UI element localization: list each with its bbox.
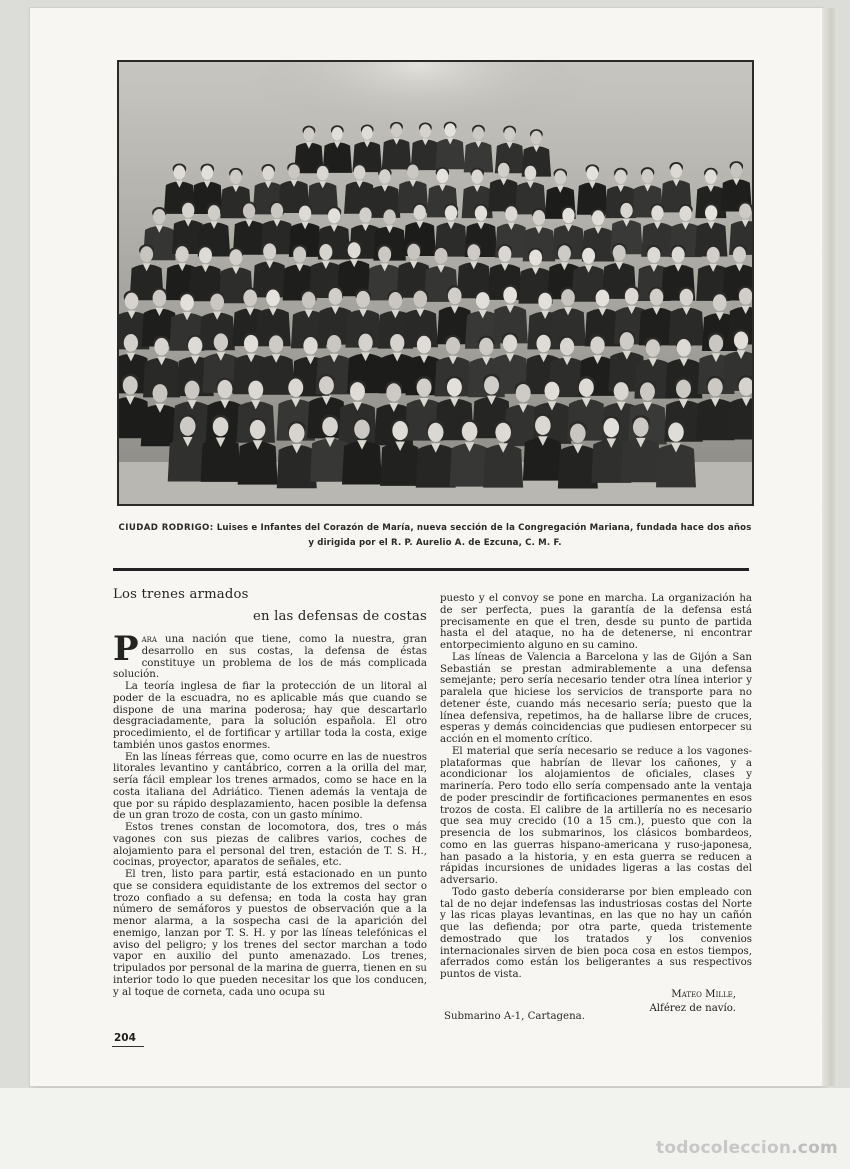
photograph-image [119, 62, 752, 504]
paragraph-1 [113, 629, 427, 681]
figure-face [123, 376, 138, 394]
author-signature [640, 988, 736, 1016]
figure-face [670, 164, 682, 178]
figure-face [391, 124, 402, 138]
figure-face [322, 417, 338, 436]
figure-face [495, 423, 511, 442]
figure-face [303, 337, 317, 355]
figure-face [176, 246, 189, 262]
figure-face [303, 127, 314, 141]
figure-face [538, 293, 552, 310]
figure-face [446, 337, 460, 355]
figure-face [525, 166, 537, 180]
figure-face [672, 247, 685, 263]
figure-face [558, 245, 571, 261]
figure-face [613, 245, 626, 261]
figure-face [362, 126, 373, 140]
group-photograph [117, 60, 754, 506]
figure-face [244, 335, 258, 353]
figure-face [739, 288, 752, 305]
paragraph-1-text: una nación que tiene, como la nuestra, gran desarrollo en sus costas, la defensa de éstas constituye un problema de los de más complicada solución. [113, 634, 427, 681]
figure-face [445, 123, 456, 137]
figure-face [329, 288, 343, 305]
figure-face [319, 244, 332, 260]
figure-face [378, 246, 391, 262]
paragraph-5: El tren, listo para partir, está estacionado en un punto que se considera equidistante de los extremos del sector o trozo confiado a su defensa; en toda la costa hay gran número de semáforos y puestos de observación que a la menor alarma, a la sospecha casi de la aparición del enemigo, lanzan por T. S. H. y por las líneas telefónicas el aviso del peligro; y los trenes del sector marchan a todo vapor en auxilio del punto amenazado. Los trenes, tripulados por personal de la marina de guerra, tienen en su interior todo lo que pueden necesitar los que los conducen, y al toque de corneta, cada uno ocupa su [113, 869, 427, 998]
author-name: Mateo Mille, [671, 989, 736, 1000]
figure-face [651, 205, 663, 220]
figure-face [447, 378, 462, 396]
figure-face [153, 384, 168, 402]
figure-face [350, 382, 365, 400]
figure-face [503, 287, 517, 304]
figure-face [243, 289, 257, 306]
figure-face [327, 335, 341, 353]
figure-face [414, 205, 426, 220]
caption-line-2: y dirigida por el R. P. Aurelio A. de Ezcuna, C. M. F. [308, 538, 562, 548]
paragraph-3: En las líneas férreas que, como ocurre en las de nuestros litorales levantino y cantábrico, corren a la orilla del mar, sería fácil emplear los trenes armados, como se hace en la costa italiana del Adriático. Tienen además la ventaja de que por su rápido desplazamiento, hacen posible la defensa de un gran trozo de costa, con un gasto mínimo. [113, 751, 427, 822]
figure-face [180, 294, 194, 311]
figure-face [356, 291, 370, 308]
figure-face [199, 247, 212, 263]
figure-face [302, 292, 316, 309]
figure-face [348, 242, 361, 258]
article-left-column [113, 586, 427, 998]
figure-face [359, 207, 371, 222]
figure-face [679, 206, 691, 221]
figure-face [504, 127, 515, 141]
figure-face [248, 381, 263, 399]
figure-face [185, 381, 200, 399]
figure-face [498, 246, 511, 262]
figure-face [562, 208, 574, 223]
figure-face [646, 339, 660, 357]
adjacent-page-edge [822, 8, 838, 1086]
figure-face [437, 169, 449, 183]
figure-face [680, 289, 694, 306]
figure-face [535, 416, 551, 435]
figure-face [554, 170, 566, 184]
paragraph-7: Las líneas de Valencia a Barcelona y las de Gijón a San Sebastián se prestan admirablemente a una defensa semejante; pero sería necesario tender otra línea interior y paralela que hiciese los servicios de transporte para no detener éste, cuando más necesario sería; puesto que la línea defensiva, repetimos, ha de hallarse libre de cruces, esperas y demás coincidencias que pudiesen entorpecer su acción en el momento crítico. [440, 651, 752, 745]
figure-face [445, 205, 457, 220]
figure-face [473, 126, 484, 140]
figure-face [668, 423, 684, 442]
article-right-column [440, 593, 752, 981]
figure-face [484, 376, 499, 394]
figure-face [435, 248, 448, 264]
figure-face [208, 205, 220, 220]
figure-face [201, 165, 213, 179]
figure-face [614, 382, 629, 400]
figure-face [625, 288, 639, 305]
figure-face [640, 382, 655, 400]
figure-face [709, 335, 723, 353]
figure-face [561, 289, 575, 306]
figure-face [229, 249, 242, 265]
figure-face [531, 131, 542, 145]
figure-face [299, 206, 311, 221]
figure-face [713, 294, 727, 311]
figure-face [214, 333, 228, 351]
figure-face [328, 208, 340, 223]
figure-face [217, 380, 232, 398]
article-title: Los trenes armados [113, 587, 249, 602]
figure-face [288, 379, 303, 397]
figure-face [332, 127, 343, 141]
figure-face [271, 203, 283, 218]
figure-body [727, 398, 752, 439]
figure-face [420, 124, 431, 138]
figure-face [354, 165, 366, 179]
figure-face [479, 338, 493, 356]
caption-line-1: Luises e Infantes del Corazón de María, nueva sección de la Congregación Mariana, fundada hace dos años [216, 523, 752, 533]
figure-face [182, 203, 194, 218]
figure-face [516, 384, 531, 402]
figure-face [250, 420, 266, 439]
figure-face [392, 421, 408, 440]
figure-face [383, 209, 395, 224]
figure-face [389, 292, 403, 309]
photo-caption [110, 521, 760, 551]
figure-face [642, 169, 654, 183]
figure-face [379, 169, 391, 183]
figure-face [467, 244, 480, 260]
figure-face [289, 423, 305, 442]
figure-face [739, 204, 751, 219]
figure-face [266, 290, 280, 307]
section-divider [113, 568, 749, 571]
figure-face [230, 170, 242, 184]
figure-face [603, 418, 619, 437]
figure-face [210, 294, 224, 311]
figure-face [705, 170, 717, 184]
figure-face [428, 423, 444, 442]
figure-face [471, 169, 483, 183]
figure-face [140, 246, 153, 262]
paragraph-9: Todo gasto debería considerarse por bien empleado con tal de no dejar indefensas las industriosas costas del Norte y las ricas playas levantinas, en las que no hay un cañón que las defienda; por otra parte, queda tristemente demostrado que los tratados y los convenios internacionales sirven de bien poca cosa en estos tiempos, aferrados como están los beligerantes a sus respectivos puntos de vista. [440, 886, 752, 980]
figure-face [417, 378, 432, 396]
figure-face [586, 166, 598, 180]
figure-face [503, 334, 517, 352]
author-rank: Alférez de navío. [649, 1003, 736, 1014]
figure-face [733, 247, 746, 263]
figure-face [620, 332, 634, 350]
figure-face [319, 376, 334, 394]
figure-face [592, 210, 604, 225]
figure-face [475, 206, 487, 221]
figure-face [536, 335, 550, 353]
figure-face [647, 247, 660, 263]
figure-face [633, 417, 649, 436]
figure-face [174, 165, 186, 179]
watermark [656, 1138, 838, 1158]
figure-face [317, 166, 329, 180]
drop-cap: P [113, 629, 139, 669]
figure-face [417, 336, 431, 354]
figure-face [596, 290, 610, 307]
figure-face [677, 339, 691, 357]
figure-face [153, 209, 165, 224]
figure-face [386, 383, 401, 401]
figure-face [707, 247, 720, 263]
paragraph-2: La teoría inglesa de fiar la protección de un litoral al poder de la escuadra, no es aplicable más que cuando se dispone de una marina poderosa; hay que descartarlo desgraciadamente, para la solución española. El otro procedimiento, el de fortificar y artillar toda la costa, exige también unos gastos enormes. [113, 681, 427, 751]
figure-face [153, 290, 167, 307]
figure-face [354, 420, 370, 439]
figure-face [180, 417, 196, 436]
submarine-caption: Submarino A-1, Cartagena. [444, 1011, 585, 1022]
figure-face [243, 203, 255, 218]
figure-face [590, 336, 604, 354]
figure-face [579, 378, 594, 396]
figure-face [390, 334, 404, 352]
figure-face [730, 163, 742, 177]
figure-face [544, 382, 559, 400]
figure-face [188, 337, 202, 355]
figure-face [154, 338, 168, 356]
figure-face [505, 206, 517, 221]
watermark-site: todocoleccion [656, 1138, 792, 1158]
figure-face [462, 422, 478, 441]
figure-face [125, 293, 139, 310]
figure-face [560, 338, 574, 356]
figure-face [620, 203, 632, 218]
figure-face [705, 205, 717, 220]
figure-face [476, 292, 490, 309]
figure-face [734, 332, 748, 350]
first-word-rest: ara [141, 634, 157, 645]
figure-face [413, 291, 427, 308]
figure-face [533, 210, 545, 225]
figure-face [615, 170, 627, 184]
figure-face [124, 334, 138, 352]
figure-face [529, 250, 542, 266]
figure-face [650, 289, 664, 306]
page-number-rule [112, 1046, 144, 1047]
figure-face [407, 244, 420, 260]
figure-face [263, 243, 276, 259]
figure-face [676, 380, 691, 398]
figure-face [269, 335, 283, 353]
figure-face [448, 287, 462, 304]
figure-face [570, 424, 586, 443]
figure-face [213, 417, 229, 436]
figure-face [582, 248, 595, 264]
figure-face [358, 334, 372, 352]
figure-face [708, 378, 723, 396]
figure-face [262, 166, 274, 180]
caption-lead: CIUDAD RODRIGO: [118, 523, 214, 533]
article-subtitle: en las defensas de costas [252, 609, 427, 624]
paragraph-6: puesto y el convoy se pone en marcha. La organización ha de ser perfecta, pues la garantía de la defensa está precisamente en que el tren, desde su punto de partida hasta el del ataque, no ha de detenerse, ni encontrar entorpecimiento alguno en su camino. [440, 593, 752, 651]
figure-face [407, 164, 419, 178]
paragraph-8: El material que sería necesario se reduce a los vagones-plataformas que habrían de llevar los cañones, y a acondicionar los alojamientos de oficiales, clases y marinería. Pero todo ello sería compensado ante la ventaja de poder prescindir de fortificaciones permanentes en esos trozos de costa. El calibre de la artillería no es necesario que sea muy crecido (10 a 15 cm.), puesto que con la presencia de los submarinos, los clásicos bombardeos, como en las guerras hispano-americana y ruso-japonesa, han pasado a la historia, y en esta guerra se reducen a rápidas incursiones de unidades ligeras a las costas del adversario. [440, 745, 752, 886]
page-number: 204 [114, 1032, 136, 1044]
figure-face [288, 164, 300, 178]
watermark-tld: .com [791, 1138, 838, 1158]
figure-face [293, 247, 306, 263]
paragraph-4: Estos trenes constan de locomotora, dos, tres o más vagones con sus piezas de calibres varios, coches de alojamiento para el personal del tren, estación de T. S. H., cocinas, proyector, aparatos de señales, etc. [113, 822, 427, 869]
figure-face [498, 163, 510, 177]
